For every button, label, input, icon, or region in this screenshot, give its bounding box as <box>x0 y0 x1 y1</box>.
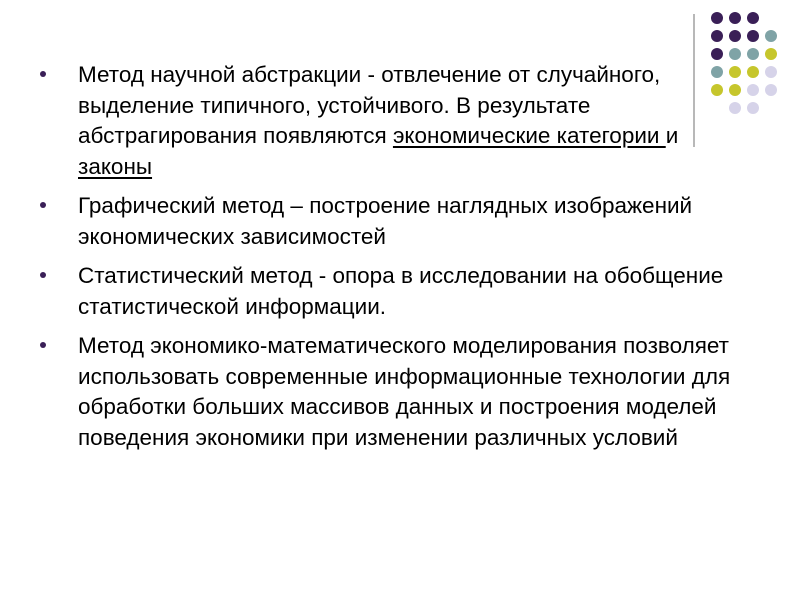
bullet-list <box>40 60 740 462</box>
decorative-dot <box>729 30 741 42</box>
decorative-dot <box>747 12 759 24</box>
decorative-dot <box>765 48 777 60</box>
decorative-dot <box>747 66 759 78</box>
bullet-text-connector: и <box>665 123 679 148</box>
decorative-dot <box>747 102 759 114</box>
decorative-dot <box>765 84 777 96</box>
decorative-dot <box>729 12 741 24</box>
bullet-text: Графический метод – построение наглядных изображений экономических зависимостей <box>78 193 693 249</box>
bullet-text: Метод экономико-математического моделирования позволяет использовать современные информационные технологии для обработки больших массивов данных и построения моделей поведения экономики при изменении различных условий <box>78 333 731 450</box>
decorative-dot <box>729 48 741 60</box>
decorative-dot <box>747 48 759 60</box>
bullet-text: Метод научной абстракции - отвлечение от случайного, выделение типичного, устойчивого. В результате абстрагирования появляются <box>78 62 661 148</box>
bullet-icon <box>40 272 46 278</box>
bullet-icon <box>40 71 46 77</box>
decorative-dot <box>765 66 777 78</box>
bullet-item-abstraction <box>40 60 740 182</box>
decorative-dot <box>765 30 777 42</box>
decorative-dot <box>747 30 759 42</box>
bullet-item-graphic <box>40 191 740 252</box>
bullet-text: Статистический метод - опора в исследовании на обобщение статистической информации. <box>78 263 724 319</box>
decorative-dot <box>711 12 723 24</box>
bullet-icon <box>40 342 46 348</box>
decorative-dot <box>711 30 723 42</box>
bullet-item-modeling <box>40 331 740 453</box>
laws-link[interactable]: законы <box>78 153 153 179</box>
decorative-dot <box>747 84 759 96</box>
decorative-dot <box>711 48 723 60</box>
bullet-icon <box>40 202 46 208</box>
bullet-item-statistical <box>40 261 740 322</box>
economic-categories-link[interactable]: экономические категории <box>392 123 666 148</box>
